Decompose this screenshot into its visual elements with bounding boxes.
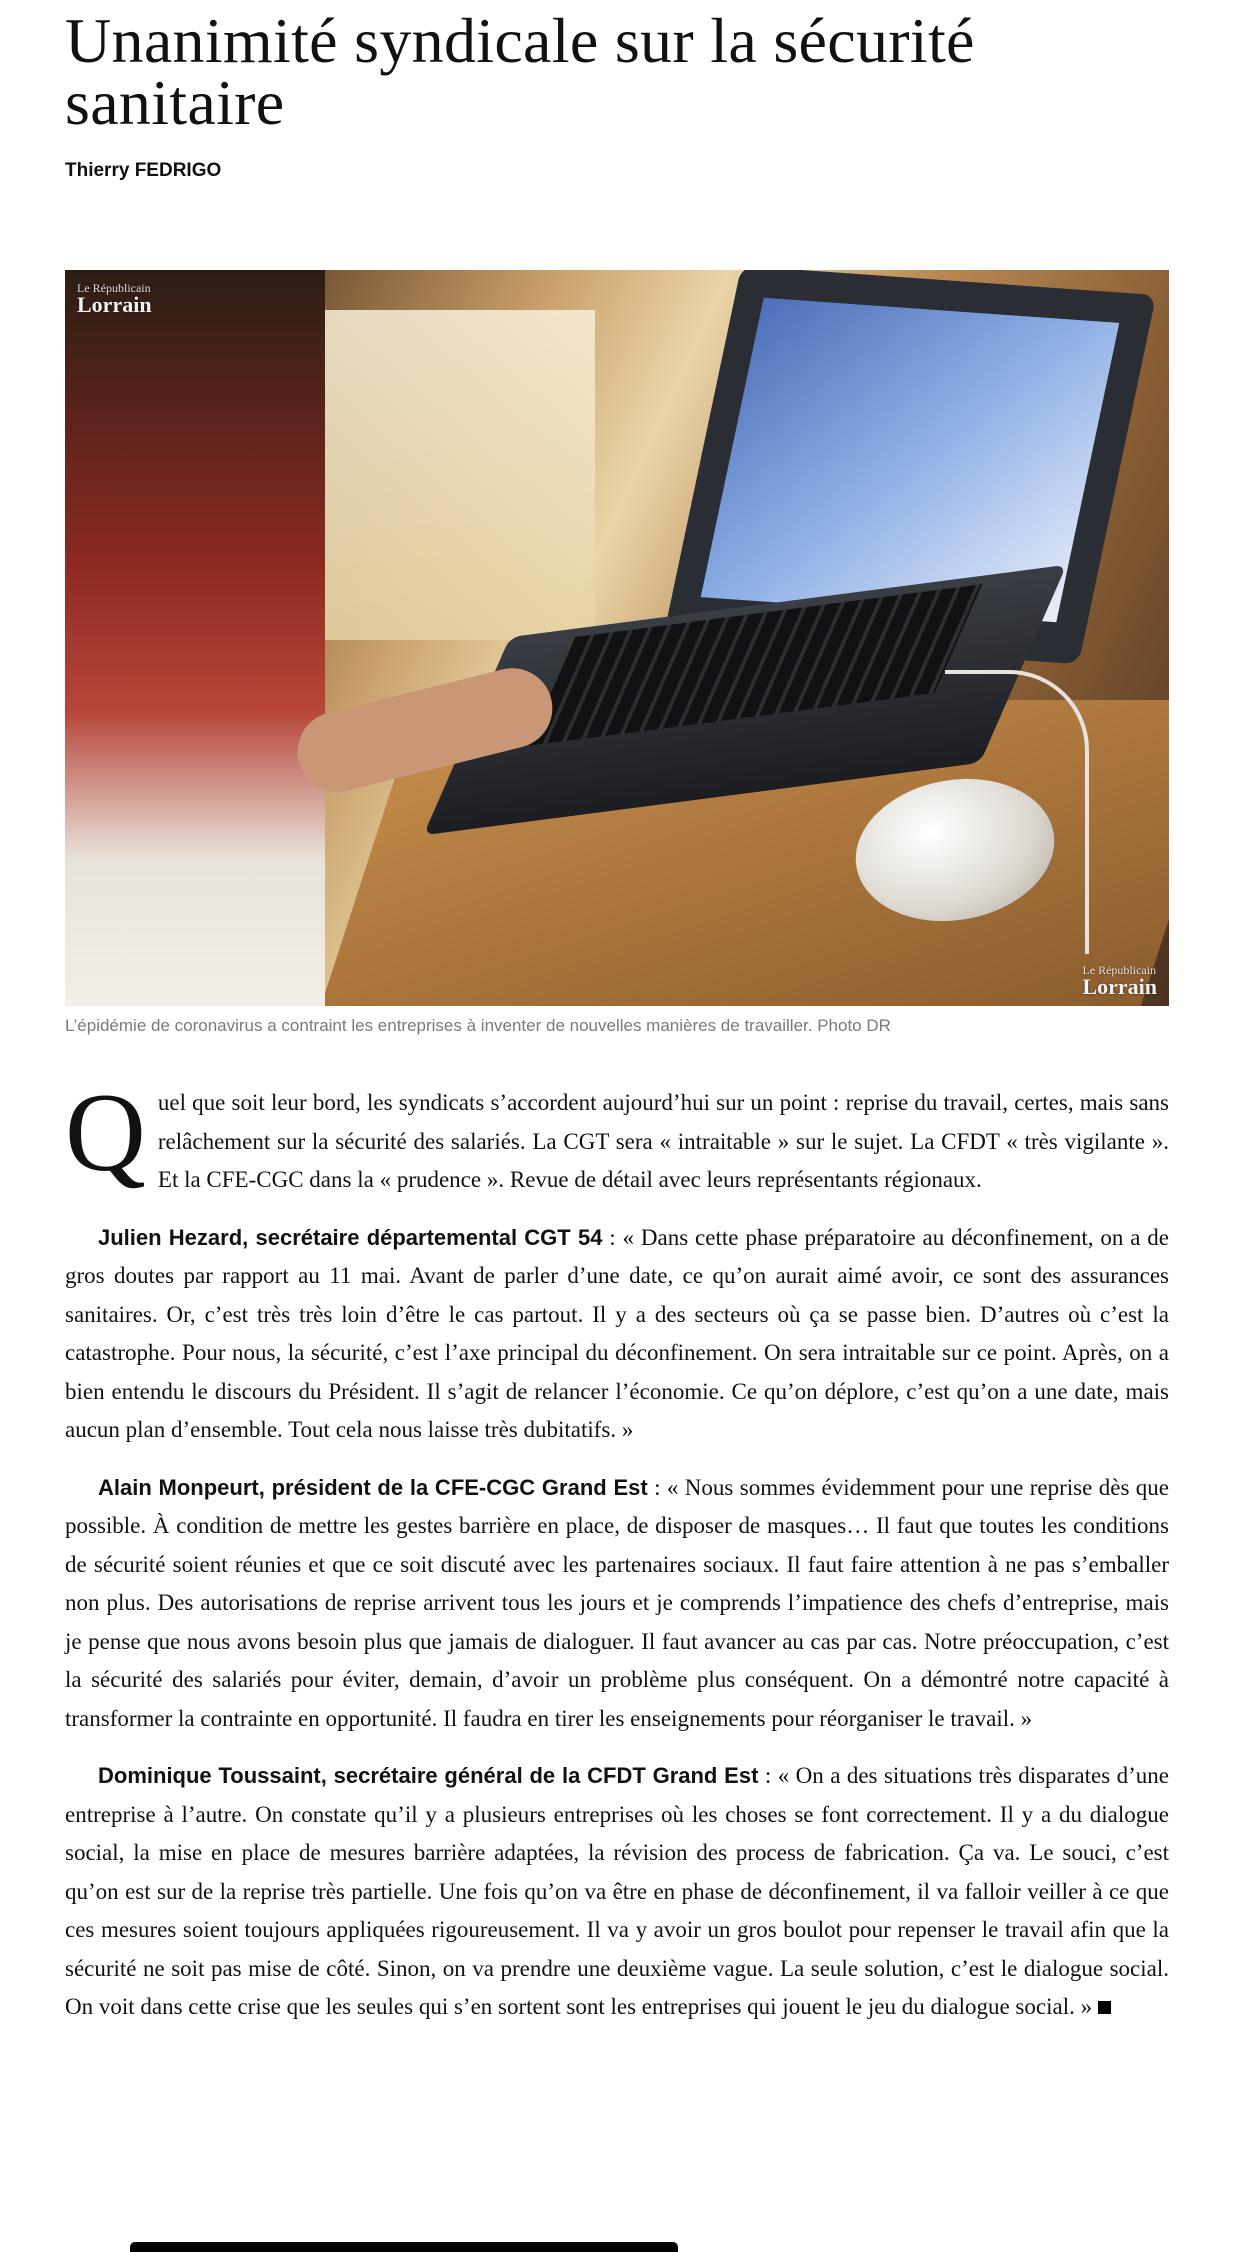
drop-cap: Q — [65, 1071, 146, 1195]
article-author[interactable]: Thierry FEDRIGO — [65, 160, 222, 181]
photo-watermark-bottom — [1082, 964, 1157, 998]
watermark-big: Lorrain — [77, 292, 152, 317]
photo-caption: L’épidémie de coronavirus a contraint les entreprises à inventer de nouvelles manières de travailler. Photo DR — [65, 1016, 891, 1035]
speaker-name: Julien Hezard, secrétaire départemental CGT 54 — [98, 1224, 603, 1250]
article-photo[interactable] — [65, 270, 1169, 1006]
home-indicator[interactable] — [130, 2242, 678, 2252]
watermark-big: Lorrain — [1082, 974, 1157, 999]
speaker-name: Dominique Toussaint, secrétaire général de la CFDT Grand Est — [98, 1763, 759, 1788]
watermark-small: Le Républicain — [77, 281, 151, 295]
speaker-name: Alain Monpeurt, président de la CFE-CGC Grand Est — [98, 1474, 648, 1500]
interview-paragraph — [65, 1757, 1169, 2027]
interview-paragraph — [65, 1219, 1169, 1450]
photo-watermark-top — [77, 282, 152, 316]
intro-text: uel que soit leur bord, les syndicats s’accordent aujourd’hui sur un point : reprise du travail, certes, mais sans relâchement sur la sécurité des salariés. La CGT sera « intraitable » sur le sujet. La CFDT « très vigilante ». Et la CFE-CGC dans la « prudence ». Revue de détail avec leurs représentants régionaux. — [157, 1090, 1169, 1192]
interview-quote: : « On a des situations très disparates d’une entreprise à l’autre. On constate qu’il y a plusieurs entreprises où les choses se font correctement. Il y a du dialogue social, la mise en place de mesures barrière adaptées, la révision des process de fabrication. Ça va. Le souci, c’est qu’on est sur de la reprise très partielle. Une fois qu’on va être en phase de déconfinement, il va falloir veiller à ce que ces mesures soient toujours appliquées rigoureusement. Il va y avoir un gros boulot pour repenser le travail afin que la sécurité ne soit pas mise de côté. Sinon, on va prendre une deuxième vague. La seule solution, c’est le dialogue social. On voit dans cette crise que les seules qui s’en sortent sont les entreprises qui jouent le jeu du dialogue social. » — [65, 1763, 1169, 2019]
article-headline: Unanimité syndicale sur la sécurité sanitaire — [65, 5, 975, 138]
article-body — [65, 1071, 1170, 2027]
photo-window — [295, 310, 595, 640]
interview-quote: : « Dans cette phase préparatoire au déconfinement, on a de gros doutes par rapport au 11 mai. Avant de parler d’une date, ce qu’on aurait aimé avoir, ce sont des assurances sanitaires. Or, c’est très très loin d’être le cas partout. Il y a des secteurs où ça se passe bien. D’autres où c’est la catastrophe. Pour nous, la sécurité, c’est l’axe principal du déconfinement. On sera intraitable sur ce point. Après, on a bien entendu le discours du Président. Il s’agit de relancer l’économie. Ce qu’on déplore, c’est qu’on a une date, mais aucun plan d’ensemble. Tout cela nous laisse très dubitatifs. » — [65, 1224, 1169, 1442]
watermark-small: Le Républicain — [1082, 963, 1157, 977]
end-of-article-square-icon — [1098, 2001, 1111, 2014]
photo-person — [65, 270, 325, 1006]
intro-paragraph — [65, 1071, 1169, 1200]
interview-paragraph — [65, 1469, 1169, 1739]
interview-quote: : « Nous sommes évidemment pour une reprise dès que possible. À condition de mettre les gestes barrière en place, de disposer de masques… Il faut que toutes les conditions de sécurité soient réunies et que ce soit discuté avec les partenaires sociaux. Il faut faire attention à ne pas s’emballer non plus. Des autorisations de reprise arrivent tous les jours et je comprends l’impatience des chefs d’entreprise, mais je pense que nous avons besoin plus que jamais de dialoguer. Il faut avancer au cas par cas. Notre préoccupation, c’est la sécurité des salariés pour éviter, demain, d’avoir un problème plus conséquent. On a démontré notre capacité à transformer la contrainte en opportunité. Il faudra en tirer les enseignements pour réorganiser le travail. » — [65, 1474, 1170, 1731]
article — [65, 0, 1169, 2046]
